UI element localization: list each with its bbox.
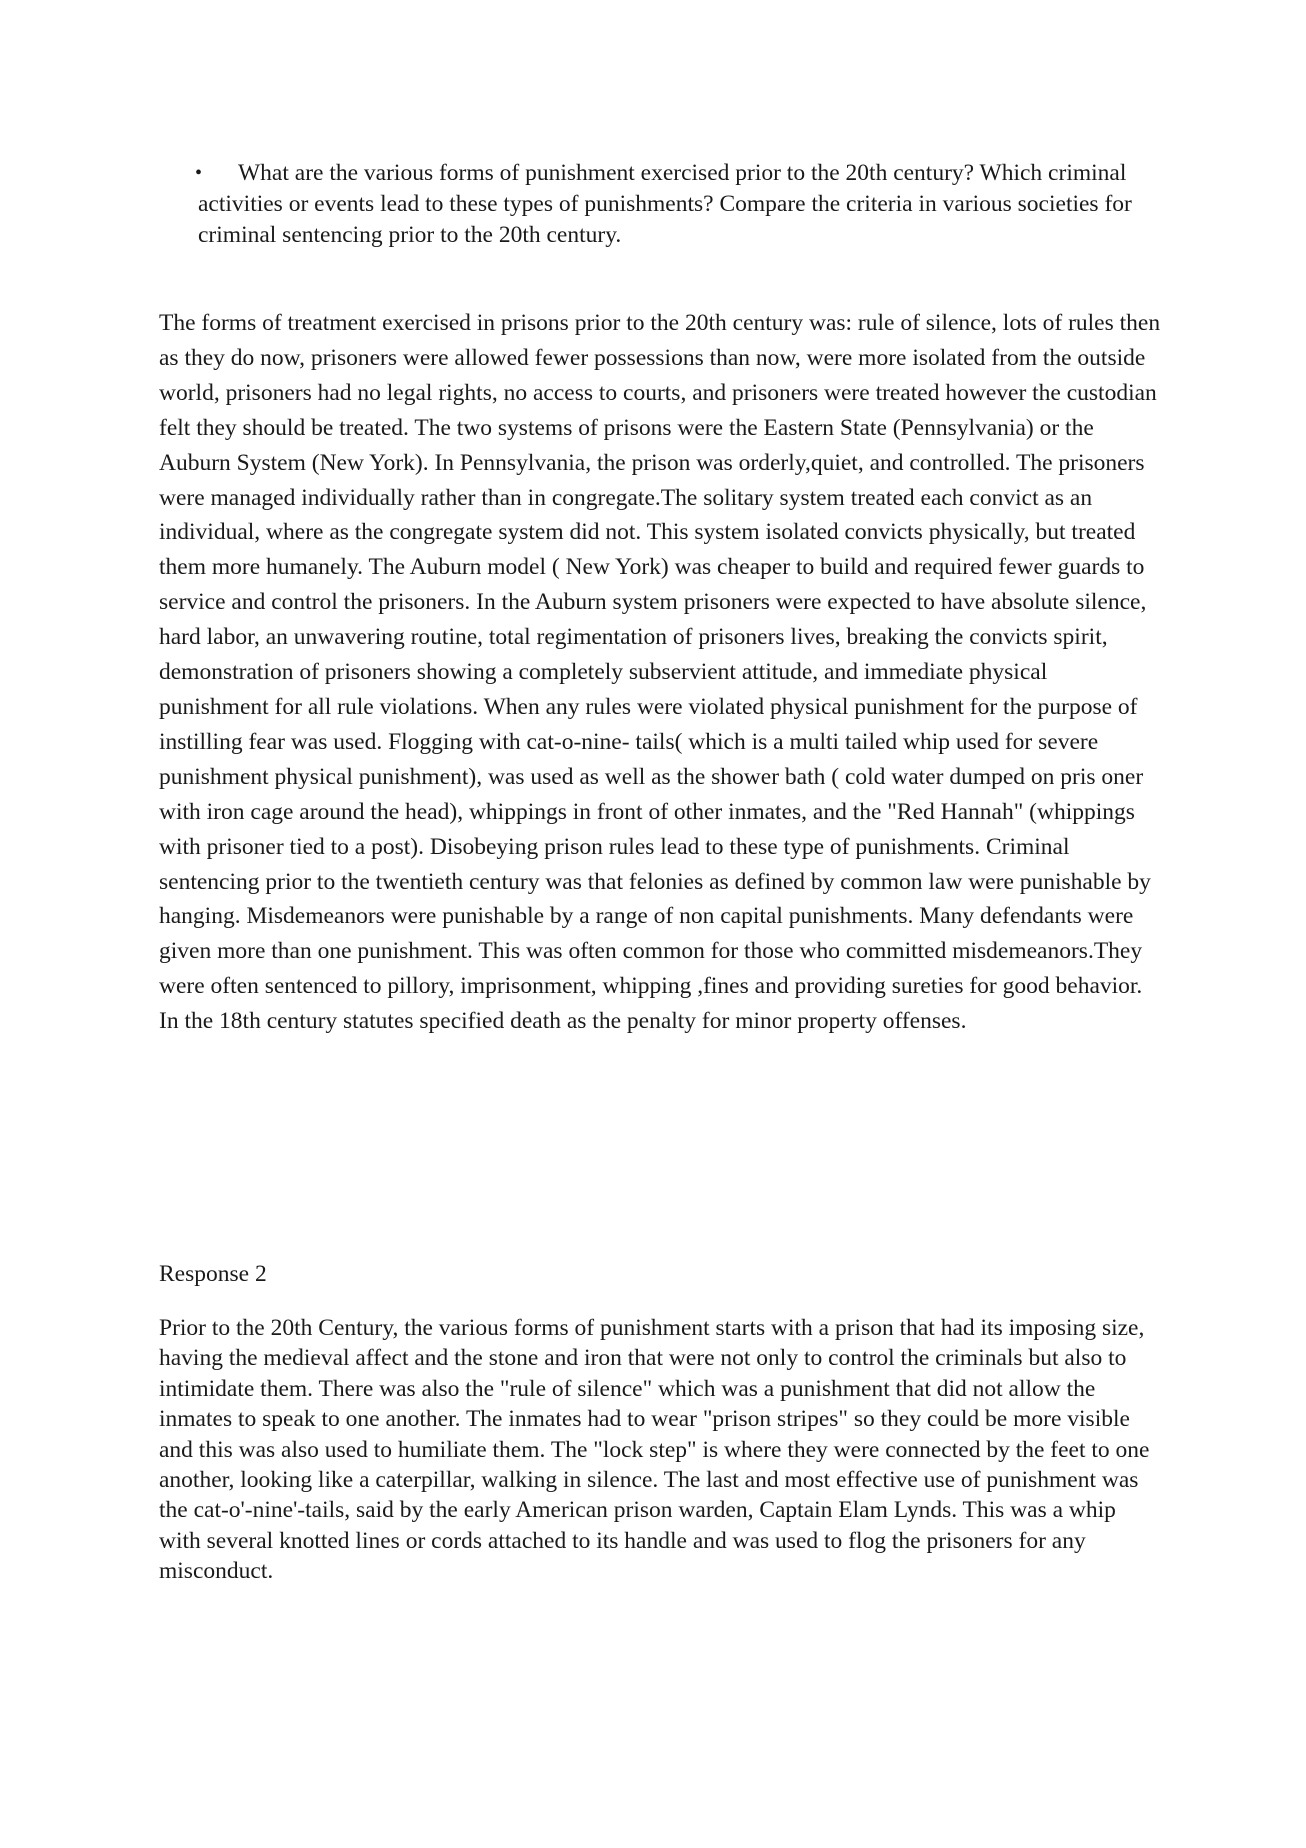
question-list	[195, 158, 1158, 251]
response-2-heading: Response 2	[159, 1261, 267, 1287]
response-2-paragraph: Prior to the 20th Century, the various forms of punishment starts with a prison that had its imposing size, having the medieval affect and the stone and iron that were not only to control the criminals but also to intimidate them. There was also the "rule of silence" which was a punishment that did not allow the inmates to speak to one another. The inmates had to wear "prison stripes" so they could be more visible and this was also used to humiliate them. The "lock step" is where they were connected by the feet to one another, looking like a caterpillar, walking in silence. The last and most effective use of punishment was the cat-o'-nine'-tails, said by the early American prison warden, Captain Elam Lynds. This was a whip with several knotted lines or cords attached to its handle and was used to flog the prisoners for any misconduct.	[159, 1315, 1150, 1585]
question-text: What are the various forms of punishment exercised prior to the 20th century? Which criminal activities or events lead to these types of punishments? Compare the criteria in various societies for criminal sentencing prior to the 20th century.	[198, 160, 1132, 248]
response-1-paragraph: The forms of treatment exercised in prisons prior to the 20th century was: rule of silence, lots of rules then as they do now, prisoners were allowed fewer possessions than now, were more isolated from the outside world, prisoners had no legal rights, no access to courts, and prisoners were treated however the custodian felt they should be treated. The two systems of prisons were the Eastern State (Pennsylvania) or the Auburn System (New York). In Pennsylvania, the prison was orderly,quiet, and controlled. The prisoners were managed individually rather than in congregate.The solitary system treated each convict as an individual, where as the congregate system did not. This system isolated convicts physically, but treated them more humanely. The Auburn model ( New York) was cheaper to build and required fewer guards to service and control the prisoners. In the Auburn system prisoners were expected to have absolute silence, hard labor, an unwavering routine, total regimentation of prisoners lives, breaking the convicts spirit, demonstration of prisoners showing a completely subservient attitude, and immediate physical punishment for all rule violations. When any rules were violated physical punishment for the purpose of instilling fear was used. Flogging with cat-o-nine- tails( which is a multi tailed whip used for severe punishment physical punishment), was used as well as the shower bath ( cold water dumped on pris oner with iron cage around the head), whippings in front of other inmates, and the "Red Hannah" (whippings with prisoner tied to a post). Disobeying prison rules lead to these type of punishments. Criminal sentencing prior to the twentieth century was that felonies as defined by common law were punishable by hanging. Misdemeanors were punishable by a range of non capital punishments. Many defendants were given more than one punishment. This was often common for those who committed misdemeanors.They were often sentenced to pillory, imprisonment, whipping ,fines and providing sureties for good behavior. In the 18th century statutes specified death as the penalty for minor property offenses.	[159, 310, 1161, 1035]
question-item	[195, 158, 1158, 251]
bullet-icon: •	[195, 162, 203, 184]
